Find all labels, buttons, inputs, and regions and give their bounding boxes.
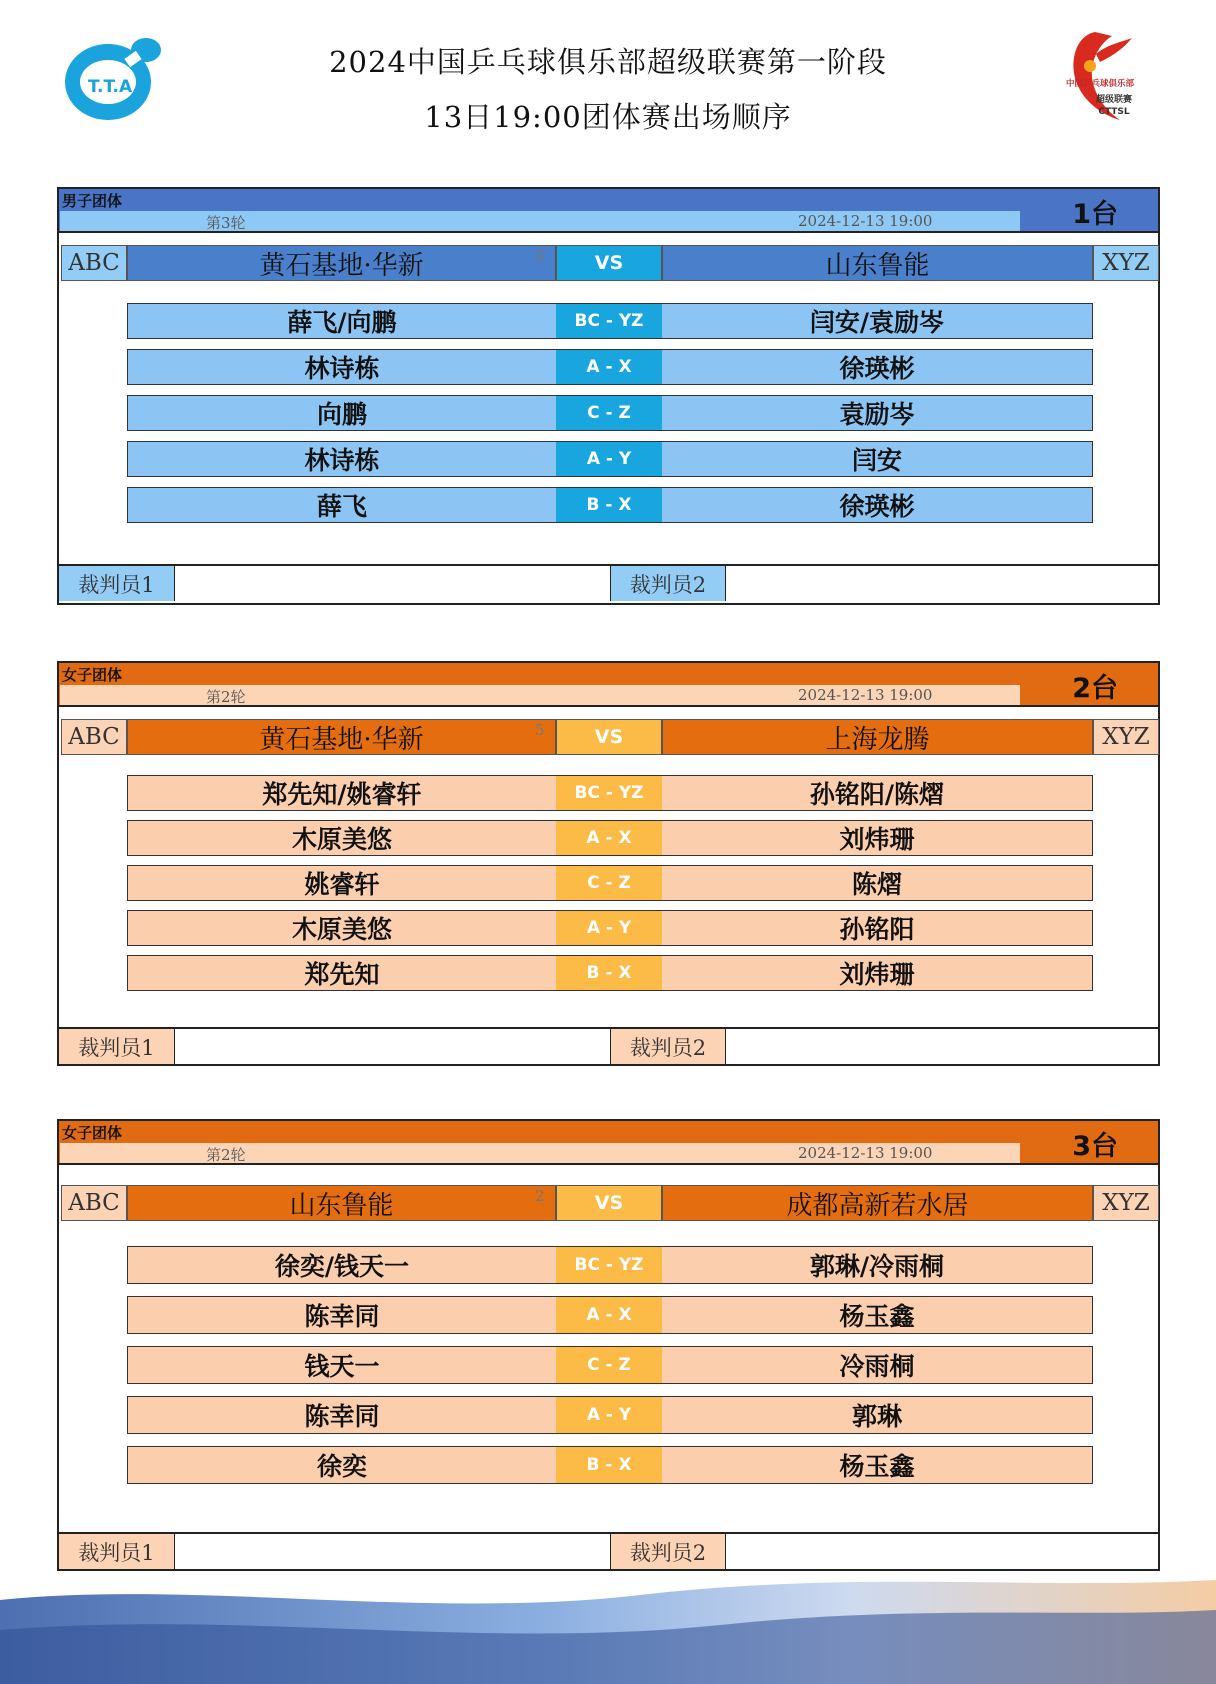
match-row (127, 1346, 1093, 1384)
match-left-player: 林诗栋 (304, 446, 380, 475)
svg-text:超级联赛: 超级联赛 (1095, 95, 1133, 105)
match-left-player: 姚睿轩 (304, 870, 380, 899)
team-right-name: 成都高新若水居 (662, 1185, 1093, 1221)
team-row (59, 245, 1158, 281)
match-row (127, 955, 1093, 991)
team-row (59, 1185, 1158, 1221)
match-left-player: 郑先知 (304, 960, 380, 989)
match-order: B - X (556, 956, 662, 990)
match-order: A - X (556, 1297, 662, 1333)
table-number: 3台 (1072, 1131, 1118, 1162)
match-right-player: 闫安 (851, 446, 902, 475)
referee1-label: 裁判员1 (59, 566, 175, 601)
match-order: BC - YZ (556, 304, 662, 338)
panel-header (59, 663, 1158, 707)
team-panel-3 (57, 1119, 1160, 1571)
match-right-player: 刘炜珊 (839, 825, 915, 854)
match-left-player: 薛飞 (316, 492, 367, 521)
cttsl-logo (1050, 24, 1150, 134)
match-row (127, 1446, 1093, 1484)
svg-text:CTTSL: CTTSL (1098, 107, 1130, 117)
match-right-player: 孙铭阳 (839, 915, 915, 944)
match-right-player: 陈熠 (851, 870, 902, 899)
match-order: A - Y (556, 911, 662, 945)
match-order: BC - YZ (556, 776, 662, 810)
match-left-player: 陈幸同 (304, 1302, 380, 1331)
match-row (127, 865, 1093, 901)
match-order: A - Y (556, 1397, 662, 1433)
decorative-wave (0, 1540, 1216, 1684)
referee2-label: 裁判员2 (610, 1534, 726, 1569)
match-left-player: 徐奕/钱天一 (274, 1252, 410, 1281)
side-right-label: XYZ (1093, 1185, 1159, 1221)
match-right-player: 徐瑛彬 (839, 492, 915, 521)
match-row (127, 1246, 1093, 1284)
match-left-player: 郑先知/姚睿轩 (262, 780, 422, 809)
round-strip (60, 685, 1020, 705)
match-left-player: 木原美悠 (291, 825, 392, 854)
team-right-name: 上海龙腾 (662, 719, 1093, 755)
match-order: BC - YZ (556, 1247, 662, 1283)
match-order: C - Z (556, 1347, 662, 1383)
match-right-player: 冷雨桐 (839, 1352, 915, 1381)
vs-label: VS (556, 245, 662, 281)
match-left-player: 徐奕 (316, 1452, 367, 1481)
category-label: 女子团体 (62, 1124, 123, 1142)
team-left-score: 5 (535, 247, 545, 265)
match-datetime: 2024-12-13 19:00 (798, 1144, 933, 1162)
match-right-player: 杨玉鑫 (839, 1452, 915, 1481)
match-row (127, 910, 1093, 946)
match-right-player: 闫安/袁励岑 (809, 308, 945, 337)
match-order: B - X (556, 1447, 662, 1483)
table-number: 1台 (1072, 199, 1118, 230)
panel-header (59, 189, 1158, 233)
vs-label: VS (556, 1185, 662, 1221)
team-left-name: 黄石基地·华新 (127, 245, 556, 281)
table-number: 2台 (1072, 673, 1118, 704)
round-strip (60, 211, 1020, 231)
match-order: A - Y (556, 442, 662, 476)
team-left-name: 黄石基地·华新 (127, 719, 556, 755)
match-row (127, 441, 1093, 477)
match-left-player: 向鹏 (316, 400, 367, 429)
svg-text:T.T.A.: T.T.A. (88, 77, 139, 97)
match-left-player: 薛飞/向鹏 (287, 308, 397, 337)
match-left-player: 钱天一 (304, 1352, 380, 1381)
category-label: 男子团体 (62, 192, 123, 210)
match-right-player: 徐瑛彬 (839, 354, 915, 383)
team-row (59, 719, 1158, 755)
team-panel-1 (57, 187, 1160, 605)
referee2-label: 裁判员2 (610, 566, 726, 601)
match-row (127, 487, 1093, 523)
side-right-label: XYZ (1093, 719, 1159, 755)
round-label: 第2轮 (206, 1146, 246, 1164)
match-right-player: 刘炜珊 (839, 960, 915, 989)
tta-logo (62, 30, 164, 124)
team-left-name: 山东鲁能 (127, 1185, 556, 1221)
match-row (127, 820, 1093, 856)
match-order: A - X (556, 350, 662, 384)
match-right-player: 郭琳/冷雨桐 (809, 1252, 945, 1281)
panel-header (59, 1121, 1158, 1165)
referee2-label: 裁判员2 (610, 1029, 726, 1064)
referee1-label: 裁判员1 (59, 1534, 175, 1569)
match-row (127, 775, 1093, 811)
match-right-player: 袁励岑 (839, 400, 915, 429)
team-left-score: 5 (535, 721, 545, 739)
category-label: 女子团体 (62, 666, 123, 684)
team-panel-2 (57, 661, 1160, 1066)
round-strip (60, 1143, 1020, 1163)
side-left-label: ABC (61, 1185, 127, 1221)
page-title: 2024中国乒乓球俱乐部超级联赛第一阶段 (329, 45, 887, 79)
svg-text:中国乒乓球俱乐部: 中国乒乓球俱乐部 (1065, 79, 1135, 89)
round-label: 第3轮 (206, 214, 246, 232)
match-row (127, 1396, 1093, 1434)
match-order: A - X (556, 821, 662, 855)
match-datetime: 2024-12-13 19:00 (798, 686, 933, 704)
match-right-player: 杨玉鑫 (839, 1302, 915, 1331)
match-right-player: 孙铭阳/陈熠 (809, 780, 945, 809)
match-datetime: 2024-12-13 19:00 (798, 212, 933, 230)
referee-row (59, 564, 1158, 601)
match-order: B - X (556, 488, 662, 522)
match-right-player: 郭琳 (851, 1402, 902, 1431)
referee-row (59, 1027, 1158, 1064)
team-left-score: 2 (535, 1187, 545, 1205)
page-subtitle: 13日19:00团体赛出场顺序 (424, 100, 792, 134)
side-right-label: XYZ (1093, 245, 1159, 281)
match-row (127, 303, 1093, 339)
match-left-player: 陈幸同 (304, 1402, 380, 1431)
referee1-label: 裁判员1 (59, 1029, 175, 1064)
side-left-label: ABC (61, 245, 127, 281)
match-row (127, 349, 1093, 385)
side-left-label: ABC (61, 719, 127, 755)
team-right-name: 山东鲁能 (662, 245, 1093, 281)
match-order: C - Z (556, 866, 662, 900)
match-left-player: 林诗栋 (304, 354, 380, 383)
match-left-player: 木原美悠 (291, 915, 392, 944)
round-label: 第2轮 (206, 688, 246, 706)
match-row (127, 395, 1093, 431)
vs-label: VS (556, 719, 662, 755)
match-order: C - Z (556, 396, 662, 430)
match-row (127, 1296, 1093, 1334)
